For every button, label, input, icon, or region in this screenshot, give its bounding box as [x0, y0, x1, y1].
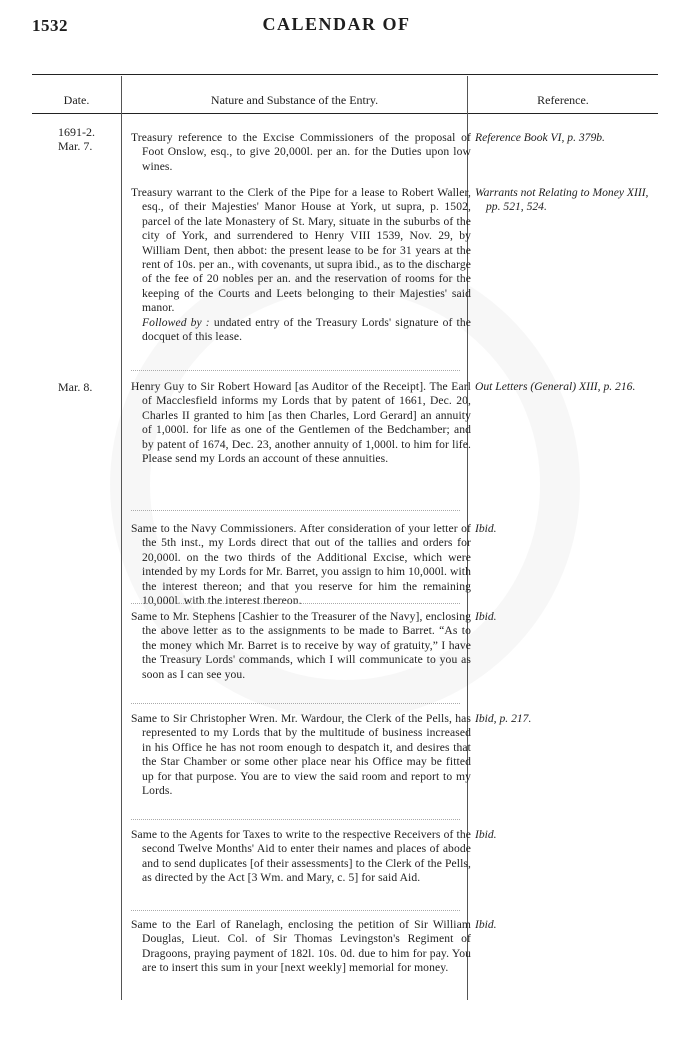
entry-text: Same to the Navy Commissioners. After consideration of your letter of the 5th inst., my Lords direct that out of the tallies and orders for 20,000l. on the two thirds of the Additional Excise, which were intended by my Lords for Mr. Barret, you assign to him 10,000l. with the interest thereon; and that you reserve for him the remaining 10,000l. with the interest thereon. [131, 522, 471, 608]
followed-by-label: Followed by : [142, 315, 210, 329]
page-number: 1532 [32, 16, 68, 35]
entry-text: Same to the Agents for Taxes to write to the respective Receivers of the second Twelve Months' Aid to enter their names and places of abode and to send duplicates [of their assessments] to the Clerk of the Pells, as directed by the Act [3 Wm. and Mary, c. 5] for said Aid. [131, 828, 471, 885]
entry-reference [475, 918, 656, 932]
reference-text: Ibid. [475, 522, 497, 535]
entry-separator [131, 603, 460, 604]
entry-reference [475, 380, 656, 394]
reference-text: Ibid, p. 217. [475, 712, 532, 725]
header-bottom-rule [32, 113, 658, 114]
entry-text: Treasury reference to the Excise Commissioners of the proposal of Foot Onslow, esq., to give 20,000l. per an. for the Duties upon low wines. [131, 131, 471, 173]
column-header-date: Date. [63, 93, 90, 107]
entry-reference [475, 522, 656, 536]
reference-text: Ibid. [475, 918, 497, 931]
entry-text: Same to Sir Christopher Wren. Mr. Wardour, the Clerk of the Pells, has represented to my Lords that by the multitude of business increased in his Office he has not room enough to despatch it, and desires that the Star Chamber or some other place near his Office may be fitted up for that purpose. You are to view the said room and report to my Lords. [131, 712, 471, 798]
entry-separator [131, 819, 460, 820]
entry-separator [131, 510, 460, 511]
reference-text: Ibid. [475, 828, 497, 841]
entry-reference [475, 131, 656, 145]
entry-date-mar7: Mar. 7. [58, 139, 93, 153]
entry-text: Same to the Earl of Ranelagh, enclosing the petition of Sir William Douglas, Lieut. Col. of Sir Thomas Levingston's Regiment of Dragoons, praying payment of 182l. 10s. 0d. due to him for pay. You are to insert this sum in your [next weekly] memorial for money. [131, 918, 471, 975]
entry-reference [475, 186, 656, 215]
entry-body: Treasury warrant to the Clerk of the Pipe for a lease to Robert Waller, esq., of their Majesties' Manor House at York, ut supra, p. 1502, parcel of the late Monastery of St. Mary, situate in the suburbs of the city of York, and surrendered to Henry VIII 1539, Nov. 29, by William Dent, then abbot: the present lease to be for 31 years at the rent of 10s. per an., with covenants, ut supra ibid., as to the discharge of the fee of 20 nobles per an. and the reservation of rooms for the keeping of the Courts and Leets belonging to their Majesties' said manor. [131, 186, 471, 315]
column-header-reference: Reference. [537, 93, 589, 107]
entry-separator [131, 370, 460, 371]
column-header-nature: Nature and Substance of the Entry. [210, 93, 379, 107]
entry-text: Henry Guy to Sir Robert Howard [as Auditor of the Receipt]. The Earl of Macclesfield informs my Lords that by patent of 1661, Dec. 20, Charles II granted to him [as then Charles, Lord Gerard] an annuity of 1,000l. for life as one of the Gentlemen of the Bedchamber; and by patent of 1674, Dec. 23, another annuity of 1,000l. to him for life. Please send my Lords an account of these annuities. [131, 380, 471, 466]
entry-text [131, 186, 471, 344]
column-divider-date [121, 76, 122, 1000]
entry-separator [131, 910, 460, 911]
entry-reference [475, 828, 656, 842]
entry-date-mar8: Mar. 8. [58, 380, 93, 394]
reference-text: Ibid. [475, 610, 497, 623]
entry-reference [475, 610, 656, 624]
followed-by-text: undated entry of the Treasury Lords' signature of the docquet of this lease. [142, 315, 472, 344]
running-head: CALENDAR OF [262, 14, 411, 34]
reference-text: Warrants not Relating to Money XIII, pp. 521, 524. [475, 186, 649, 214]
header-top-rule [32, 74, 658, 75]
entry-year: 1691-2. [58, 125, 95, 139]
reference-text: Out Letters (General) XIII, p. 216. [475, 380, 636, 393]
reference-text: Reference Book VI, p. 379b. [475, 131, 605, 144]
entry-text: Same to Mr. Stephens [Cashier to the Treasurer of the Navy], enclosing the above letter as to the assignments to be made to Barret. “As to the money which Mr. Barret is to receive by way of gratuity,” I have the Treasury Lords' commands, which I will communicate to you as soon as I can see you. [131, 610, 471, 681]
entry-separator [131, 703, 460, 704]
entry-reference [475, 712, 656, 726]
